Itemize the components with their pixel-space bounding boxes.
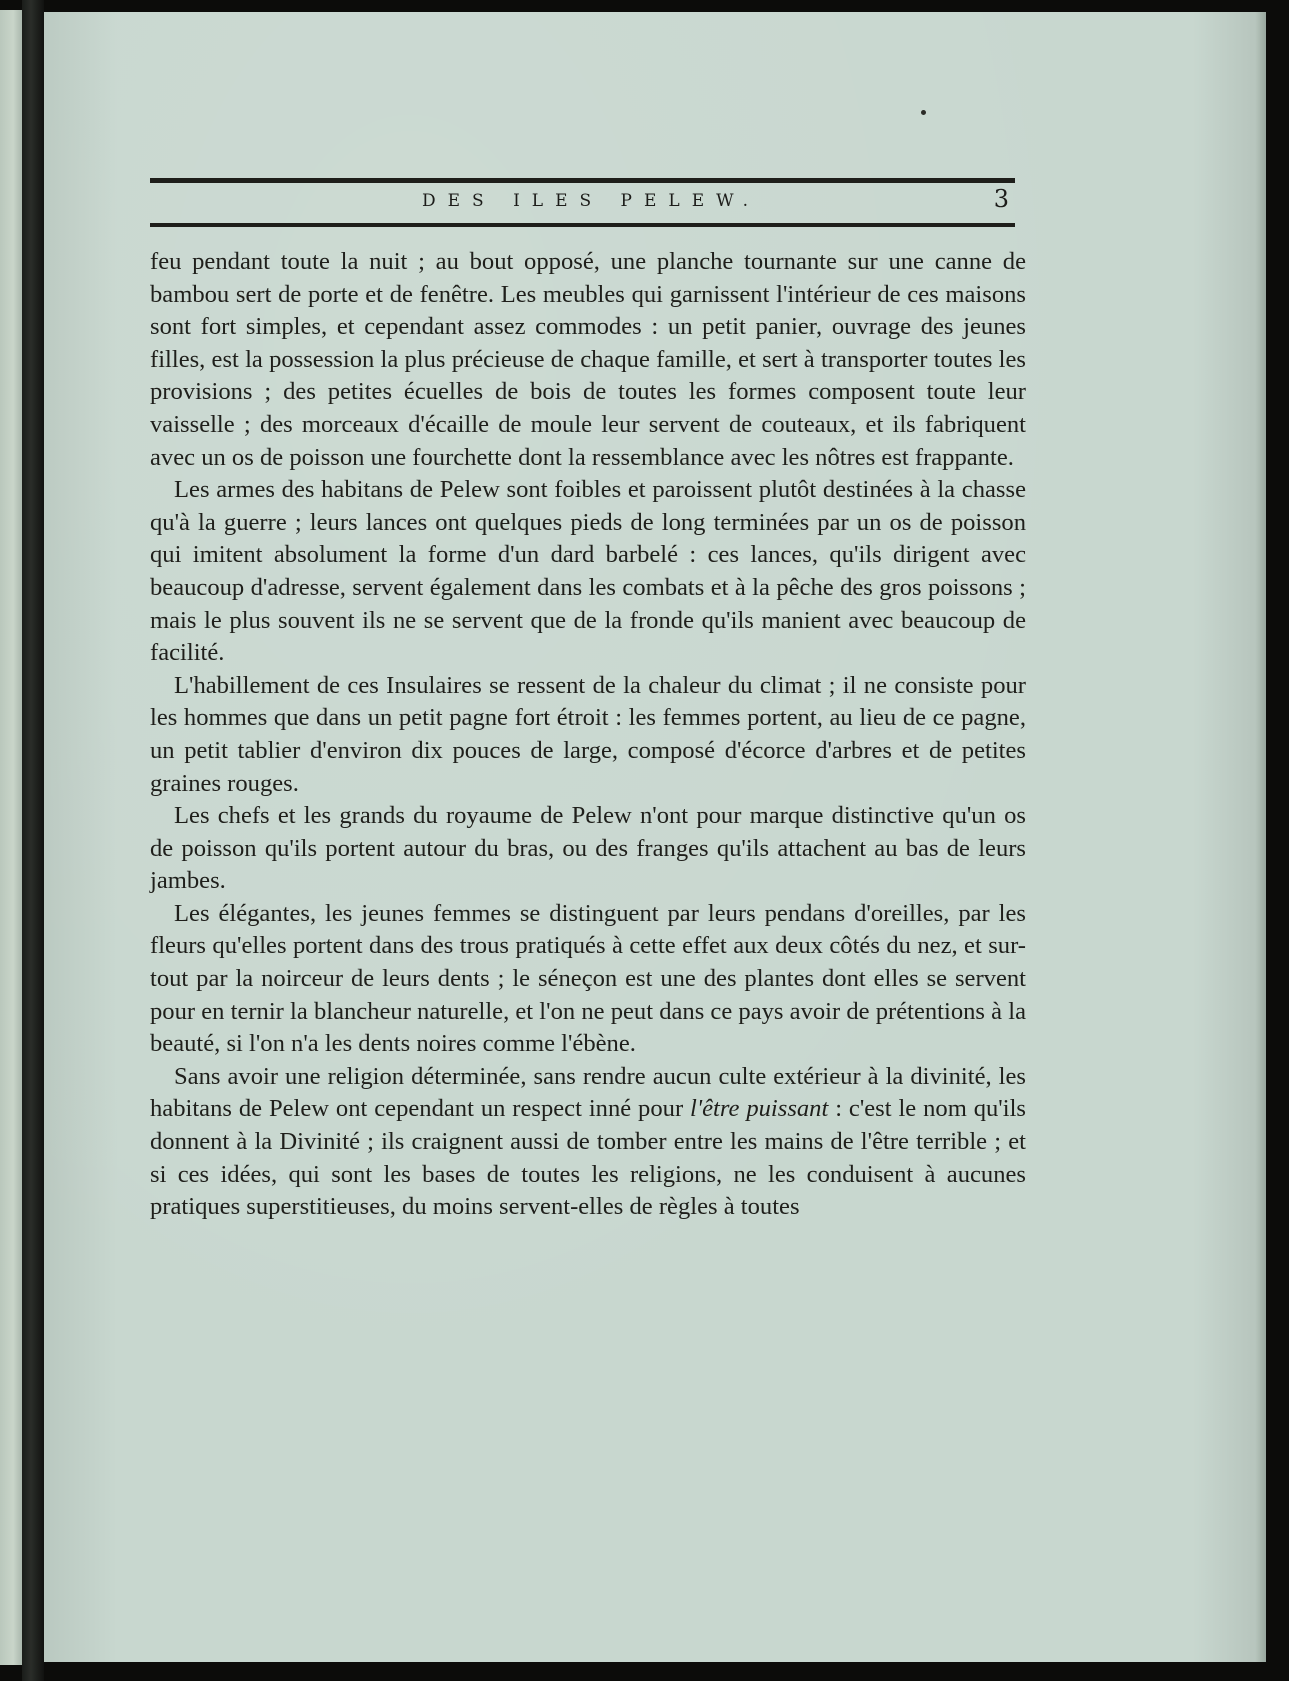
religion-text-start: Sans avoir une religion déterminée, sans rendre aucun culte extérieur à la divinité, les habitans de Pelew ont cependant un respect inné pour bbox=[150, 1062, 1026, 1123]
paragraph-clothing: L'habillement de ces Insulaires se ressent de la chaleur du climat ; il ne consiste pour les hommes que dans un petit pagne fort étroit : les femmes portent, au lieu de ce pagne, un petit tablier d'environ dix pouces de large, composé d'écorce d'arbres et de petites graines rouges. bbox=[150, 671, 1026, 797]
page-fore-edge bbox=[1256, 12, 1266, 1662]
running-head bbox=[150, 185, 1015, 219]
religion-italic-phrase: l'être puissant bbox=[690, 1095, 829, 1123]
paragraph-chiefs: Les chefs et les grands du royaume de Pelew n'ont pour marque distinctive qu'un os de poisson qu'ils portent autour du bras, ou des franges qu'ils attachent au bas de leurs jambes. bbox=[150, 802, 1026, 895]
paragraph-women: Les élégantes, les jeunes femmes se distinguent par leurs pendans d'oreilles, par les fleurs qu'elles portent dans des trous pratiqués à cette effet aux deux côtés du nez, et sur-tout par la noirceur de leurs dents ; le séneçon est une des plantes dont elles se servent pour en ternir la blancheur naturelle, et l'on ne peut dans ce pays avoir de prétentions à la beauté, si l'on n'a les dents noires comme l'ébène. bbox=[150, 899, 1026, 1058]
paragraph-religion bbox=[150, 1061, 1026, 1224]
body-text bbox=[150, 246, 1026, 1224]
page-number: 3 bbox=[993, 185, 1009, 213]
header-rule-bottom bbox=[150, 223, 1015, 227]
header-rule-top bbox=[150, 178, 1015, 183]
paragraph-weapons: Les armes des habitans de Pelew sont foibles et paroissent plutôt destinées à la chasse qu'à la guerre ; leurs lances ont quelques pieds de long terminées par un os de poisson qui imitent absolument la forme d'un dard barbelé : ces lances, qu'ils dirigent avec beaucoup d'adresse, servent également dans les combats et à la pêche des gros poissons ; mais le plus souvent ils ne se servent que de la fronde qu'ils manient avec beaucoup de facilité. bbox=[150, 476, 1026, 667]
facing-page-edge bbox=[0, 10, 22, 1665]
ink-speck bbox=[921, 110, 926, 115]
religion-text-end: : c'est le nom qu'ils donnent à la Divinité ; ils craignent aussi de tomber entre les mains de l'être terrible ; et si ces idées, qui sont les bases de toutes les religions, ne les conduisent à aucunes pratiques superstitieuses, du moins servent-elles de règles à toutes bbox=[150, 1095, 1026, 1221]
book-gutter bbox=[22, 0, 44, 1681]
running-head-title: DES ILES PELEW. bbox=[422, 191, 761, 211]
paragraph-continued: feu pendant toute la nuit ; au bout opposé, une planche tournante sur une canne de bambou sert de porte et de fenêtre. Les meubles qui garnissent l'intérieur de ces maisons sont fort simples, et cependant assez commodes : un petit panier, ouvrage des jeunes filles, est la possession la plus précieuse de chaque famille, et sert à transporter toutes les provisions ; des petites écuelles de bois de toutes les formes composent toute leur vaisselle ; des morceaux d'écaille de moule leur servent de couteaux, et ils fabriquent avec un os de poisson une fourchette dont la ressemblance avec les nôtres est frappante. bbox=[150, 248, 1026, 471]
